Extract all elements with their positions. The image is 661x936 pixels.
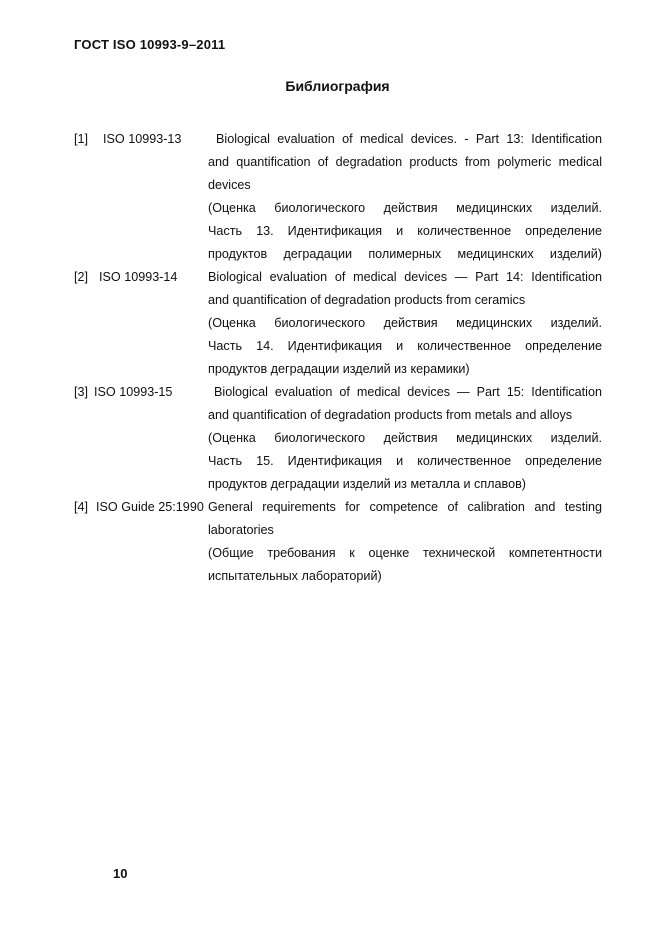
bibliography-entry: [74, 266, 602, 381]
page-title: Библиография: [285, 78, 390, 94]
entry-text-line: Biological evaluation of medical devices. - Part 13: Identification: [216, 132, 602, 146]
entry-text-line: (Оценка биологического действия медицинских изделий.: [208, 431, 602, 445]
entry-text-line: (Общие требования к оценке технической компетентности: [208, 546, 602, 560]
document-header: ГОСТ ISO 10993-9–2011: [74, 37, 226, 52]
entry-text-line: продуктов деградации изделий из металла и сплавов): [208, 477, 526, 491]
bibliography-list: [74, 128, 602, 588]
entry-text-line: laboratories: [208, 523, 274, 537]
entry-text-line: Часть 13. Идентификация и количественное определение: [208, 224, 602, 238]
entry-reference: ISO 10993-13: [103, 132, 182, 146]
entry-text-line: продуктов деградации изделий из керамики): [208, 362, 470, 376]
entry-number: [1]: [74, 132, 89, 146]
bibliography-entry: [74, 381, 602, 496]
bibliography-entry: [74, 496, 602, 588]
entry-text-line: Biological evaluation of medical devices — Part 14: Identification: [208, 270, 602, 284]
page-number: 10: [113, 866, 128, 881]
entry-text-line: Часть 14. Идентификация и количественное определение: [208, 339, 602, 353]
entry-text-line: (Оценка биологического действия медицинских изделий.: [208, 201, 602, 215]
entry-number: [3]: [74, 385, 89, 399]
entry-text-line: Часть 15. Идентификация и количественное определение: [208, 454, 602, 468]
entry-reference: ISO Guide 25:1990: [96, 500, 204, 514]
entry-text-line: and quantification of degradation products from ceramics: [208, 293, 526, 307]
entry-text-line: продуктов деградации полимерных медицинских изделий): [208, 247, 602, 261]
entry-number: [4]: [74, 500, 89, 514]
entry-reference: ISO 10993-14: [99, 270, 178, 284]
entry-text-line: General requirements for competence of calibration and testing: [208, 500, 602, 514]
entry-reference: ISO 10993-15: [94, 385, 173, 399]
entry-text-line: devices: [208, 178, 251, 192]
entry-text-line: испытательных лабораторий): [208, 569, 382, 583]
entry-text-line: (Оценка биологического действия медицинских изделий.: [208, 316, 602, 330]
bibliography-entry: [74, 128, 602, 266]
entry-text-line: and quantification of degradation products from polymeric medical: [208, 155, 602, 169]
entry-text-line: and quantification of degradation products from metals and alloys: [208, 408, 573, 422]
entry-number: [2]: [74, 270, 89, 284]
entry-text-line: Biological evaluation of medical devices — Part 15: Identification: [214, 385, 602, 399]
